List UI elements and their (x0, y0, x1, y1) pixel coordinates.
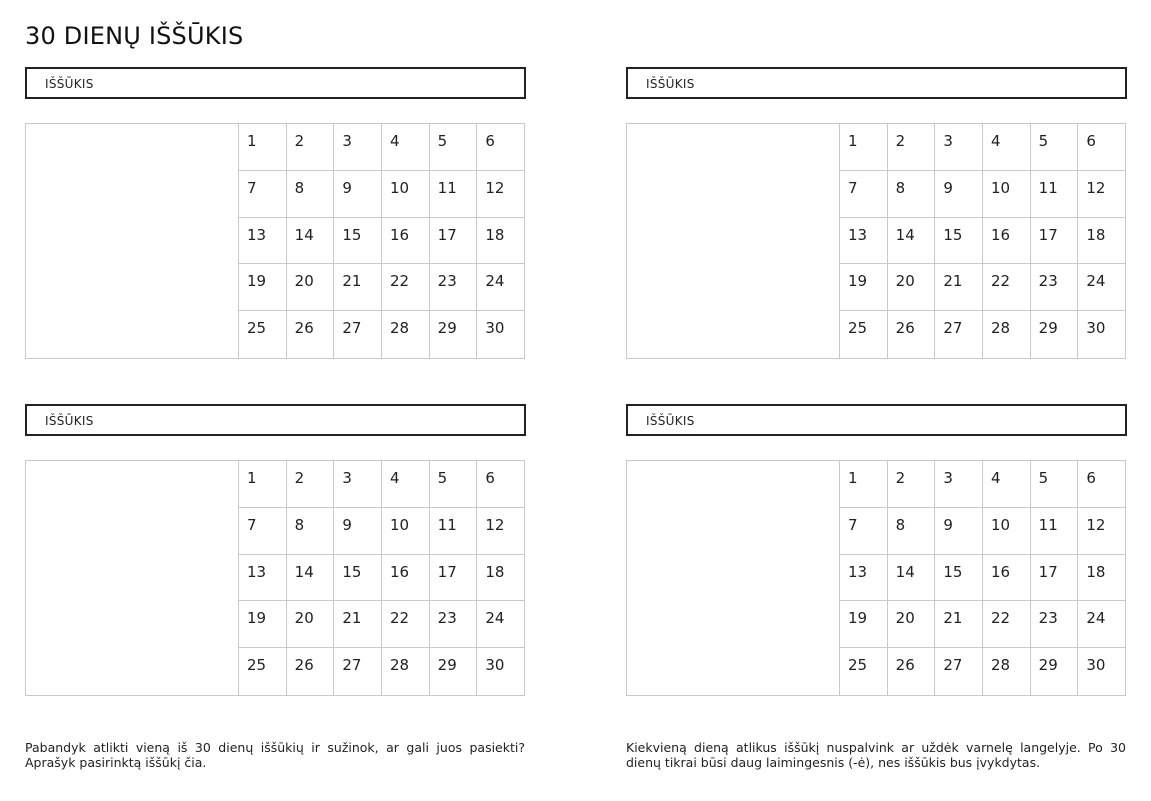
day-cell-19[interactable]: 19 (840, 601, 888, 648)
description-area[interactable] (26, 461, 239, 695)
day-cell-9[interactable]: 9 (334, 508, 382, 555)
day-grid (840, 461, 1126, 695)
day-cell-22[interactable]: 22 (983, 264, 1031, 311)
challenge-name-field[interactable] (25, 404, 526, 436)
day-cell-6[interactable]: 6 (1078, 461, 1126, 508)
instructions-left: Pabandyk atlikti vieną iš 30 dienų iššūkių ir sužinok, ar gali juos pasiekti? Aprašyk pasirinktą iššūkį čia. (25, 740, 525, 770)
day-cell-20[interactable]: 20 (287, 601, 335, 648)
day-cell-14[interactable]: 14 (287, 218, 335, 265)
day-cell-6[interactable]: 6 (1078, 124, 1126, 171)
day-cell-18[interactable]: 18 (1078, 555, 1126, 602)
day-cell-13[interactable]: 13 (840, 555, 888, 602)
day-cell-30[interactable]: 30 (1086, 319, 1106, 338)
day-cell-7[interactable]: 7 (840, 508, 888, 555)
day-cell-18[interactable]: 18 (477, 218, 525, 265)
day-cell-29[interactable]: 29 (1031, 311, 1079, 358)
day-grid (239, 124, 525, 358)
day-cell-22[interactable]: 22 (382, 601, 430, 648)
day-cell-3[interactable]: 3 (334, 124, 382, 171)
day-cell-25[interactable]: 25 (840, 311, 888, 358)
day-cell-26[interactable]: 26 (287, 311, 335, 358)
day-cell-23[interactable]: 23 (430, 264, 478, 311)
day-cell-28[interactable]: 28 (382, 311, 430, 358)
day-cell-16[interactable]: 16 (382, 218, 430, 265)
day-grid (239, 461, 525, 695)
day-cell-3[interactable]: 3 (935, 124, 983, 171)
day-cell-19[interactable]: 19 (840, 264, 888, 311)
day-cell-17[interactable]: 17 (1031, 218, 1079, 265)
day-cell-3[interactable]: 3 (935, 461, 983, 508)
day-cell-26[interactable]: 26 (888, 311, 936, 358)
page-title: 30 DIENŲ IŠŠŪKIS (25, 22, 244, 50)
tracker-grid (25, 123, 525, 359)
day-cell-17[interactable]: 17 (1031, 555, 1079, 602)
day-cell-5[interactable]: 5 (1031, 124, 1079, 171)
day-cell-4[interactable]: 4 (382, 461, 430, 508)
tracker-grid (626, 123, 1126, 359)
challenge-label: IŠŠŪKIS (646, 414, 695, 428)
day-cell-30[interactable]: 30 (485, 656, 505, 675)
day-cell-24[interactable]: 24 (477, 264, 525, 311)
day-cell-1[interactable]: 1 (239, 124, 287, 171)
day-cell-17[interactable]: 17 (430, 218, 478, 265)
day-cell-10[interactable]: 10 (983, 171, 1031, 218)
day-cell-24[interactable]: 24 (1078, 264, 1126, 311)
tracker-grid (626, 460, 1126, 696)
day-cell-18[interactable]: 18 (477, 555, 525, 602)
challenge-label: IŠŠŪKIS (646, 77, 695, 91)
tracker-grid (25, 460, 525, 696)
day-cell-14[interactable]: 14 (888, 555, 936, 602)
day-cell-15[interactable]: 15 (334, 555, 382, 602)
day-cell-14[interactable]: 14 (888, 218, 936, 265)
day-cell-6[interactable]: 6 (477, 461, 525, 508)
day-cell-24[interactable]: 24 (1078, 601, 1126, 648)
day-cell-26[interactable]: 26 (287, 648, 335, 695)
day-cell-11[interactable]: 11 (430, 508, 478, 555)
day-cell-23[interactable]: 23 (1031, 601, 1079, 648)
day-cell-1[interactable]: 1 (239, 461, 287, 508)
day-cell-27[interactable]: 27 (334, 648, 382, 695)
day-cell-19[interactable]: 19 (239, 601, 287, 648)
day-cell-12[interactable]: 12 (477, 508, 525, 555)
day-cell-29[interactable]: 29 (430, 648, 478, 695)
day-cell-8[interactable]: 8 (888, 508, 936, 555)
day-cell-9[interactable]: 9 (935, 171, 983, 218)
day-cell-2[interactable]: 2 (287, 124, 335, 171)
day-grid (840, 124, 1126, 358)
day-cell-22[interactable]: 22 (382, 264, 430, 311)
challenge-name-field[interactable] (626, 67, 1127, 99)
challenge-name-field[interactable] (25, 67, 526, 99)
day-cell-18[interactable]: 18 (1078, 218, 1126, 265)
day-cell-23[interactable]: 23 (1031, 264, 1079, 311)
day-cell-13[interactable]: 13 (239, 218, 287, 265)
day-cell-21[interactable]: 21 (935, 264, 983, 311)
day-cell-15[interactable]: 15 (935, 555, 983, 602)
day-cell-2[interactable]: 2 (888, 124, 936, 171)
day-cell-24[interactable]: 24 (477, 601, 525, 648)
day-cell-4[interactable]: 4 (382, 124, 430, 171)
challenge-name-field[interactable] (626, 404, 1127, 436)
day-cell-20[interactable]: 20 (888, 601, 936, 648)
day-cell-26[interactable]: 26 (888, 648, 936, 695)
day-cell-11[interactable]: 11 (1031, 508, 1079, 555)
day-cell-27[interactable]: 27 (334, 311, 382, 358)
description-area[interactable] (627, 461, 840, 695)
day-cell-21[interactable]: 21 (334, 264, 382, 311)
day-cell-25[interactable]: 25 (840, 648, 888, 695)
day-cell-1[interactable]: 1 (840, 124, 888, 171)
description-area[interactable] (26, 124, 239, 358)
day-cell-2[interactable]: 2 (888, 461, 936, 508)
day-cell-5[interactable]: 5 (430, 124, 478, 171)
day-cell-15[interactable]: 15 (935, 218, 983, 265)
day-cell-16[interactable]: 16 (983, 555, 1031, 602)
day-cell-22[interactable]: 22 (983, 601, 1031, 648)
day-cell-11[interactable]: 11 (1031, 171, 1079, 218)
day-cell-9[interactable]: 9 (334, 171, 382, 218)
day-cell-8[interactable]: 8 (888, 171, 936, 218)
day-cell-27[interactable]: 27 (935, 311, 983, 358)
day-cell-7[interactable]: 7 (239, 508, 287, 555)
day-cell-10[interactable]: 10 (983, 508, 1031, 555)
day-cell-9[interactable]: 9 (935, 508, 983, 555)
day-cell-6[interactable]: 6 (477, 124, 525, 171)
day-cell-5[interactable]: 5 (1031, 461, 1079, 508)
day-cell-10[interactable]: 10 (382, 508, 430, 555)
day-cell-20[interactable]: 20 (888, 264, 936, 311)
day-cell-28[interactable]: 28 (382, 648, 430, 695)
day-cell-21[interactable]: 21 (334, 601, 382, 648)
day-cell-25[interactable]: 25 (239, 311, 287, 358)
instructions-right: Kiekvieną dieną atlikus iššūkį nuspalvink ar uždėk varnelę langelyje. Po 30 dienų tikrai būsi daug laimingesnis (-ė), nes iššūkis bus įvykdytas. (626, 740, 1126, 770)
day-cell-1[interactable]: 1 (840, 461, 888, 508)
day-cell-12[interactable]: 12 (1078, 508, 1126, 555)
description-area[interactable] (627, 124, 840, 358)
day-cell-20[interactable]: 20 (287, 264, 335, 311)
day-cell-11[interactable]: 11 (430, 171, 478, 218)
day-cell-15[interactable]: 15 (334, 218, 382, 265)
day-cell-29[interactable]: 29 (1031, 648, 1079, 695)
day-cell-16[interactable]: 16 (983, 218, 1031, 265)
day-cell-14[interactable]: 14 (287, 555, 335, 602)
day-cell-5[interactable]: 5 (430, 461, 478, 508)
day-cell-13[interactable]: 13 (239, 555, 287, 602)
day-cell-7[interactable]: 7 (239, 171, 287, 218)
day-cell-12[interactable]: 12 (1078, 171, 1126, 218)
day-cell-4[interactable]: 4 (983, 461, 1031, 508)
day-cell-30[interactable]: 30 (485, 319, 505, 338)
day-cell-8[interactable]: 8 (287, 508, 335, 555)
day-cell-21[interactable]: 21 (935, 601, 983, 648)
day-cell-27[interactable]: 27 (935, 648, 983, 695)
day-cell-19[interactable]: 19 (239, 264, 287, 311)
day-cell-23[interactable]: 23 (430, 601, 478, 648)
day-cell-13[interactable]: 13 (840, 218, 888, 265)
day-cell-17[interactable]: 17 (430, 555, 478, 602)
day-cell-28[interactable]: 28 (983, 648, 1031, 695)
day-cell-29[interactable]: 29 (430, 311, 478, 358)
day-cell-8[interactable]: 8 (287, 171, 335, 218)
day-cell-4[interactable]: 4 (983, 124, 1031, 171)
challenge-label: IŠŠŪKIS (45, 77, 94, 91)
day-cell-30[interactable]: 30 (1086, 656, 1106, 675)
day-cell-2[interactable]: 2 (287, 461, 335, 508)
day-cell-10[interactable]: 10 (382, 171, 430, 218)
day-cell-16[interactable]: 16 (382, 555, 430, 602)
day-cell-28[interactable]: 28 (983, 311, 1031, 358)
day-cell-25[interactable]: 25 (239, 648, 287, 695)
day-cell-12[interactable]: 12 (477, 171, 525, 218)
day-cell-7[interactable]: 7 (840, 171, 888, 218)
challenge-label: IŠŠŪKIS (45, 414, 94, 428)
day-cell-3[interactable]: 3 (334, 461, 382, 508)
